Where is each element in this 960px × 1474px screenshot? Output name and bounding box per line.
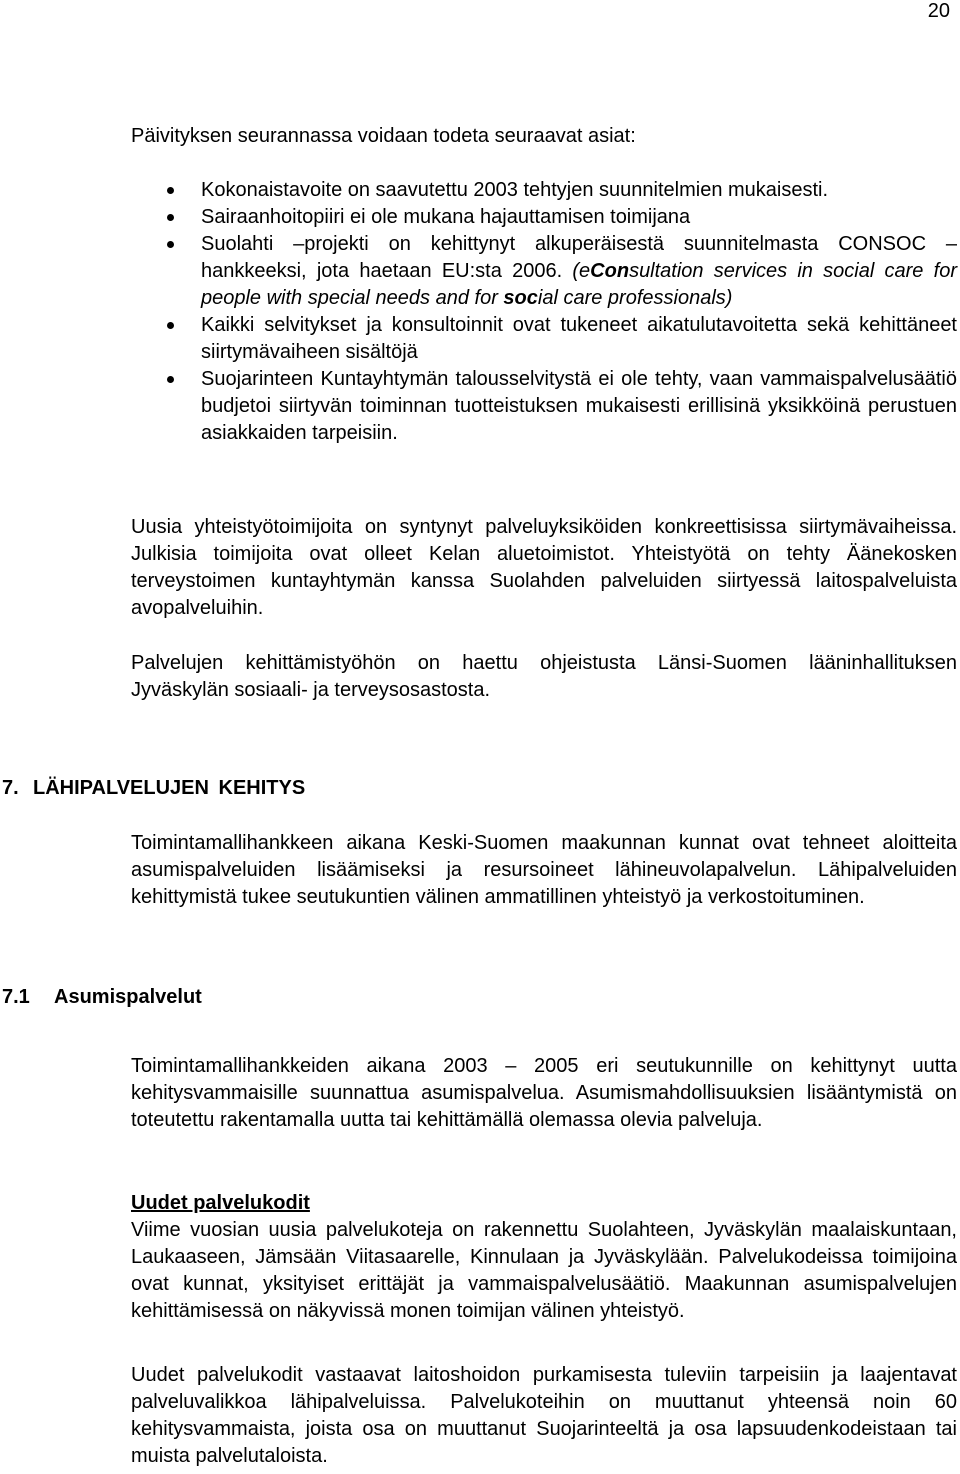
subsection-heading: 7.1 Asumispalvelut <box>2 986 202 1008</box>
paragraph: Toimintamallihankkeen aikana Keski-Suomen maakunnan kunnat ovat tehneet aloitteita asumispalveluiden lisäämiseksi ja resursoineet lähineuvolapalvelun. Lähipalveluiden kehittymistä tukee seutukuntien välinen ammatillinen yhteistyö ja verkostoituminen. <box>131 832 957 908</box>
list-item: Kokonaistavoite on saavutettu 2003 tehtyjen suunnitelmien mukaisesti. <box>131 177 957 204</box>
bullet-icon <box>167 376 174 383</box>
paragraph: Toimintamallihankkeiden aikana 2003 – 2005 eri seutukunnille on kehittynyt uutta kehitysvammaisille suunnattua asumispalvelua. Asumismahdollisuuksien lisääntymistä on toteutettu rakentamalla uutta tai kehittämällä olemassa olevia palveluja. <box>131 1055 957 1131</box>
bullet-list <box>131 177 957 447</box>
subheading: Uudet palvelukodit <box>131 1192 310 1214</box>
project-name-note: (eConsultation services in social care for people with special needs and for social care professionals) <box>201 260 957 309</box>
bullet-icon <box>167 322 174 329</box>
paragraph: Viime vuosian uusia palvelukoteja on rakennettu Suolahteen, Jyväskylän maalaiskuntaan, Laukaaseen, Jämsään Viitasaarelle, Kinnulaan ja Jyväskylään. Palvelukodeissa toimijoina ovat kunnat, yksityiset erittäjät ja vammaispalvelusäätiö. Maakunnan asumispalvelujen kehittämisessä on näkyvissä monen toimijan välinen yhteistyö. <box>131 1219 957 1322</box>
paragraph: Uusia yhteistyötoimijoita on syntynyt palveluyksiköiden konkreettisissa siirtymävaiheissa. Julkisia toimijoita ovat olleet Kelan aluetoimistot. Yhteistyötä on tehty Äänekosken terveystoimen kuntayhtymän kanssa Suolahden palveluiden siirtyessä laitospalveluista avopalveluihin. <box>131 516 957 619</box>
paragraph: Uudet palvelukodit vastaavat laitoshoidon purkamisesta tuleviin tarpeisiin ja laajentavat palveluvalikkoa lähipalveluissa. Palvelukoteihin on muuttanut yhteensä noin 60 kehitysvammaista, joista osa on muuttanut Suojarinteeltä ja osa lapsuudenkodeistaan tai muista palvelutaloista. <box>131 1364 957 1467</box>
bullet-icon <box>167 214 174 221</box>
intro-text: Päivityksen seurannassa voidaan todeta seuraavat asiat: <box>131 125 636 147</box>
bullet-icon <box>167 241 174 248</box>
bullet-icon <box>167 187 174 194</box>
list-item: Kaikki selvitykset ja konsultoinnit ovat tukeneet aikatulutavoitetta sekä kehittäneet siirtymävaiheen sisältöjä <box>131 312 957 366</box>
page-number: 20 <box>927 0 950 22</box>
section-heading: 7. LÄHIPALVELUJEN KEHITYS <box>2 777 306 799</box>
list-item: Suolahti –projekti on kehittynyt alkuperäisestä suunnitelmasta CONSOC –hankkeeksi, jota haetaan EU:sta 2006. (eConsultation services in social care for people with special needs and for social care professionals) <box>131 231 957 312</box>
paragraph: Palvelujen kehittämistyöhön on haettu ohjeistusta Länsi-Suomen lääninhallituksen Jyväskylän sosiaali- ja terveysosastosta. <box>131 652 957 701</box>
list-item: Sairaanhoitopiiri ei ole mukana hajauttamisen toimijana <box>131 204 957 231</box>
list-item: Suojarinteen Kuntayhtymän talousselvitystä ei ole tehty, vaan vammaispalvelusäätiö budjetoi siirtyvän toiminnan tuotteistuksen mukaisesti erillisinä yksikköinä perustuen asiakkaiden tarpeisiin. <box>131 366 957 447</box>
